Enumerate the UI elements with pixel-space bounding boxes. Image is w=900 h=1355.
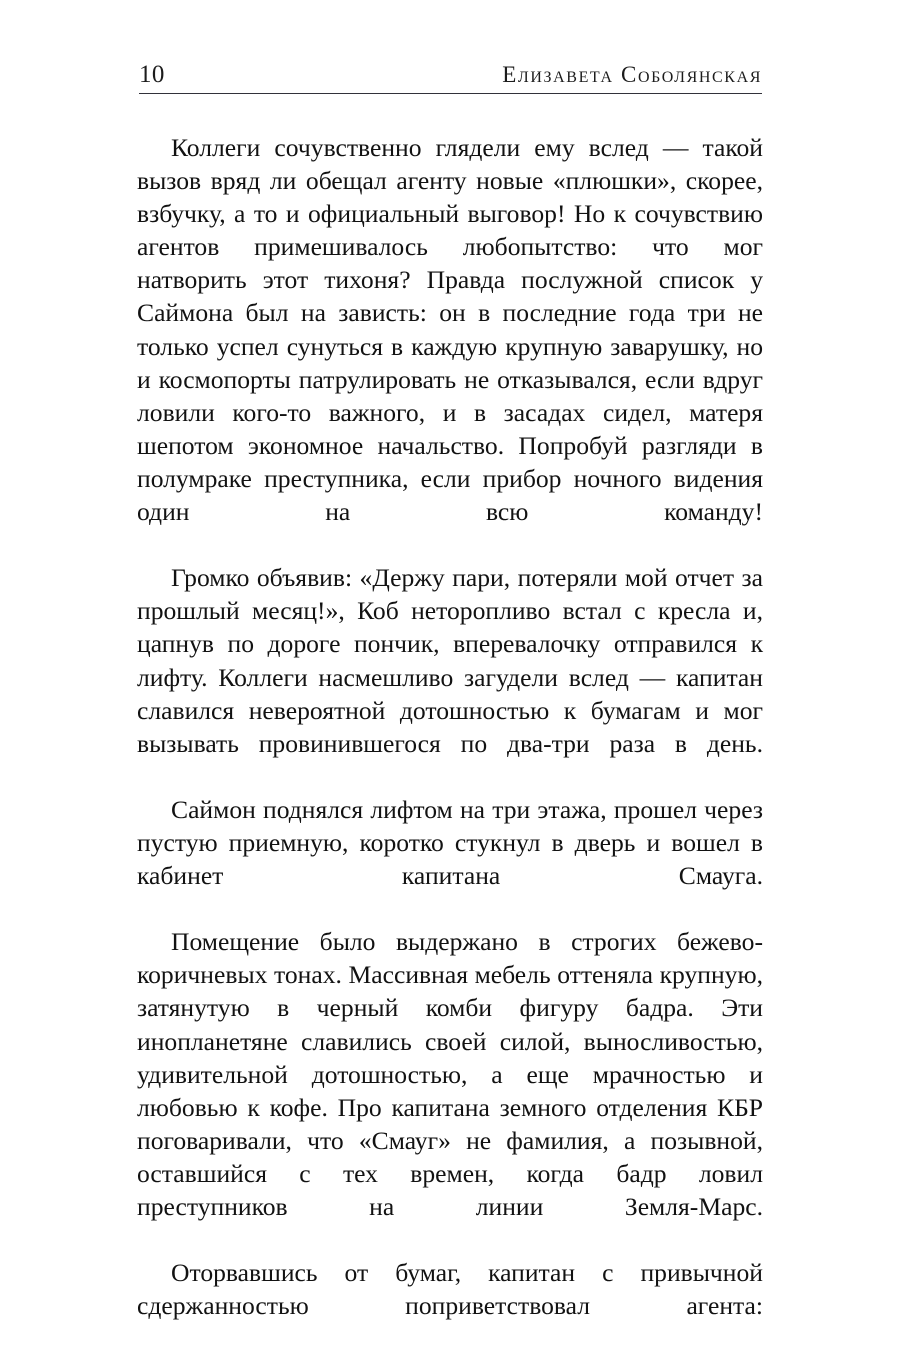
page-number: 10 [139, 61, 165, 88]
body-text [137, 131, 763, 1355]
paragraph: Громко объявив: «Держу пари, потеряли мой отчет за прошлый месяц!», Коб неторопливо встал с кресла и, цапнув по дороге пончик, вперевалочку отправился к лифту. Коллеги насмешливо загудели вслед — капитан славился невероятной дотошностью к бумагам и мог вызывать провинившегося по два-три раза в день. [137, 563, 763, 758]
paragraph: Коллеги сочувственно глядели ему вслед — такой вызов вряд ли обещал агенту новые «плюшки», скорее, взбучку, а то и официальный выговор! Но к сочувствию агентов примешивалось любопытство: что мог натворить этот тихоня? Правда послужной список у Саймона был на зависть: он в последние года три не только успел сунуться в каждую крупную заварушку, но и космопорты патрулировать не отказывался, если вдруг ловили кого-то важного, и в засадах сидел, матеря шепотом экономное начальство. Попробуй разгляди в полумраке преступника, если прибор ночного видения один на всю команду! [137, 133, 763, 527]
running-head [139, 62, 762, 87]
paragraph: Саймон поднялся лифтом на три этажа, прошел через пустую приемную, коротко стукнул в дверь и вошел в кабинет капитана Смауга. [137, 794, 763, 891]
paragraph: Оторвавшись от бумаг, капитан с привычной сдержанностью поприветствовал агента: [137, 1258, 763, 1321]
header-divider [139, 93, 762, 94]
running-head-author: Елизавета Соболянская [502, 62, 762, 87]
paragraph: Помещение было выдержано в строгих бежево-коричневых тонах. Массивная мебель оттеняла крупную, затянутую в черный комби фигуру бадра. Эти инопланетяне славились своей силой, выносливостью, удивительной дотошностью, а еще мрачностью и любовью к кофе. Про капитана земного отделения КБР поговаривали, что «Смауг» не фамилия, а позывной, оставшийся с тех времен, когда бадр ловил преступников на линии Земля-Марс. [137, 927, 763, 1221]
